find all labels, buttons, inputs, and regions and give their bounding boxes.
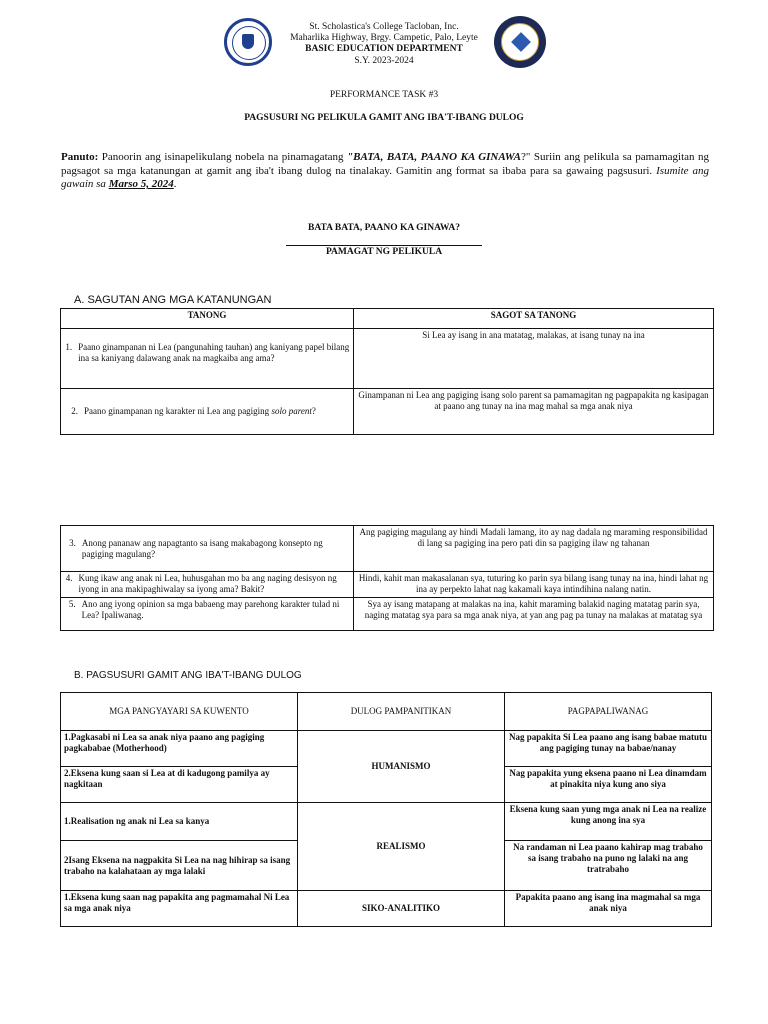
instructions-text-2: ?" Suriin ang pelikula sa pamamagitan ng pagsagot sa mga katanungan at gamit ang iba't ibang dulog na tinalakay. Gamitin ang format sa ibaba para sa gawaing pagsusuri.: [61, 151, 710, 177]
section-a-heading: A. SAGUTAN ANG MGA KATANUNGAN: [74, 294, 272, 306]
answer-cell[interactable]: Ginampanan ni Lea ang pagiging isang solo parent sa pamamagitan ng pagpapakita ng kasipagan at paano ang tunay na ina mag mahal sa mga anak niya: [354, 389, 714, 435]
question-text-end: ?: [311, 406, 316, 416]
explanation-cell[interactable]: Eksena kung saan yung mga anak ni Lea na realize kung anong ina sya: [505, 803, 712, 841]
table-row: [61, 731, 712, 767]
event-cell[interactable]: 1.Eksena kung saan nag papakita ang pagmamahal Ni Lea sa mga anak niya: [61, 891, 298, 927]
logo-seal: [501, 23, 539, 61]
question-text: Kung ikaw ang anak ni Lea, huhusgahan mo ba ang naging desisyon ng iyong in ana makipaghiwalay sa iyong ama? Bakit?: [78, 573, 337, 594]
answer-cell[interactable]: Si Lea ay isang in ana matatag, malakas, at isang tunay na ina: [354, 329, 714, 389]
question-text: Ano ang iyong opinion sa mga babaeng may parehong karakter tulad ni Lea? Ipaliwanag.: [81, 599, 340, 620]
seal-icon: [511, 32, 531, 52]
answer-cell[interactable]: Ang pagiging magulang ay hindi Madali lamang, ito ay nag dadala ng maraming responsibilidad di lang sa pagiging ina pero pati din sa pagiging ilaw ng tahanan: [354, 526, 714, 572]
explanation-cell[interactable]: Papakita paano ang isang ina magmahal sa mga anak niya: [505, 891, 712, 927]
event-cell[interactable]: 2.Eksena kung saan si Lea at di kadugong pamilya ay nagkitaan: [61, 767, 298, 803]
question-text: Paano ginampanan ni Lea (pangunahing tauhan) ang kaniyang papel bilang ina sa kaniyang dalawang anak na magkaiba ang ama?: [78, 342, 350, 363]
approach-cell: HUMANISMO: [298, 731, 505, 803]
instructions-text-1: Panoorin ang isinapelikulang nobela na pinamagatang: [98, 151, 348, 163]
film-title-caption: PAMAGAT NG PELIKULA: [325, 247, 443, 257]
col-header-answer: SAGOT SA TANONG: [354, 309, 714, 329]
school-logo-left: [224, 18, 272, 66]
event-cell[interactable]: 1.Pagkasabi ni Lea sa anak niya paano ang pagiging pagkababae (Motherhood): [61, 731, 298, 767]
questions-table-part-2: [60, 525, 714, 631]
question-number: 2.: [71, 406, 78, 416]
school-name: St. Scholastica's College Tacloban, Inc.: [309, 22, 459, 32]
answer-cell[interactable]: Hindi, kahit man makasalanan sya, tuturing ko parin sya bilang isang tunay na ina, hindi lahat ng ina ay perpekto lahat nag kakamali kaya intindihina nalang natin.: [354, 572, 714, 598]
question-cell: [61, 572, 354, 598]
deadline-text: Isumite ang gawain sa: [61, 164, 709, 190]
school-address: Maharlika Highway, Brgy. Campetic, Palo, Leyte: [290, 33, 478, 43]
instructions-label: Panuto:: [61, 151, 99, 163]
department-logo-right: [494, 16, 546, 68]
table-row: [61, 572, 714, 598]
question-cell: [61, 526, 354, 572]
question-number: 4.: [65, 573, 73, 583]
col-header-approach: DULOG PAMPANITIKAN: [298, 693, 505, 731]
question-cell: [61, 329, 354, 389]
shield-icon: [242, 34, 254, 49]
section-b-heading: B. PAGSUSURI GAMIT ANG IBA'T-IBANG DULOG: [74, 670, 302, 681]
answer-cell[interactable]: Sya ay isang matapang at malakas na ina, kahit maraming balakid naging matatag parin sya, naging matatag sya para sa mga anak niya, at yan ang pag pa tunay na malakas at matatag sya: [354, 598, 714, 631]
school-year: S.Y. 2023-2024: [354, 56, 414, 66]
explanation-cell[interactable]: Nag papakita yung eksena paano ni Lea dinamdam at pinakita niya kung ano siya: [505, 767, 712, 803]
event-cell[interactable]: 2Isang Eksena na nagpakita Si Lea na nag hihirap sa isang trabaho na kalahataan ay mga lalaki: [61, 841, 298, 891]
table-row: [61, 389, 714, 435]
approach-cell: SIKO-ANALITIKO: [298, 891, 505, 927]
table-row: [61, 803, 712, 841]
department-name: BASIC EDUCATION DEPARTMENT: [305, 44, 463, 54]
question-text-part: Paano ginampanan ng karakter ni Lea ang pagiging: [84, 406, 272, 416]
event-cell[interactable]: 1.Realisation ng anak ni Lea sa kanya: [61, 803, 298, 841]
film-name-emphasis: "BATA, BATA, PAANO KA GINAWA: [347, 151, 521, 163]
table-row: [61, 598, 714, 631]
explanation-cell[interactable]: Nag papakita Si Lea paano ang isang babae matutu ang pagiging tunay na babae/nanay: [505, 731, 712, 767]
table-row: [61, 526, 714, 572]
film-title-value: BATA BATA, PAANO KA GINAWA?: [308, 223, 460, 233]
performance-task-label: PERFORMANCE TASK #3: [329, 90, 439, 100]
questions-table-part-1: [60, 308, 714, 435]
question-number: 5.: [68, 599, 76, 609]
deadline-date: Marso 5, 2024: [108, 178, 174, 190]
task-title: PAGSUSURI NG PELIKULA GAMIT ANG IBA'T-IBANG DULOG: [244, 113, 524, 123]
question-number: 3.: [69, 537, 76, 548]
question-number: 1.: [65, 342, 73, 352]
question-cell: [61, 598, 354, 631]
question-text: [84, 406, 316, 417]
instructions-paragraph: [61, 151, 709, 192]
explanation-cell[interactable]: Na randaman ni Lea paano kahirap mag trabaho sa isang trabaho na puno ng lalaki na ang tratrabaho: [505, 841, 712, 891]
table-row: [61, 891, 712, 927]
approach-cell: REALISMO: [298, 803, 505, 891]
question-text: Anong pananaw ang napagtanto sa isang makabagong konsepto ng pagiging magulang?: [81, 537, 323, 559]
col-header-events: MGA PANGYAYARI SA KUWENTO: [61, 693, 298, 731]
film-title-underline: [286, 245, 482, 246]
question-cell: [61, 389, 354, 435]
question-text-emphasis: solo parent: [271, 406, 312, 416]
col-header-question: TANONG: [61, 309, 354, 329]
instructions-end: .: [173, 178, 177, 190]
table-row: [61, 329, 714, 389]
col-header-explanation: PAGPAPALIWANAG: [505, 693, 712, 731]
approaches-table: [60, 692, 712, 927]
